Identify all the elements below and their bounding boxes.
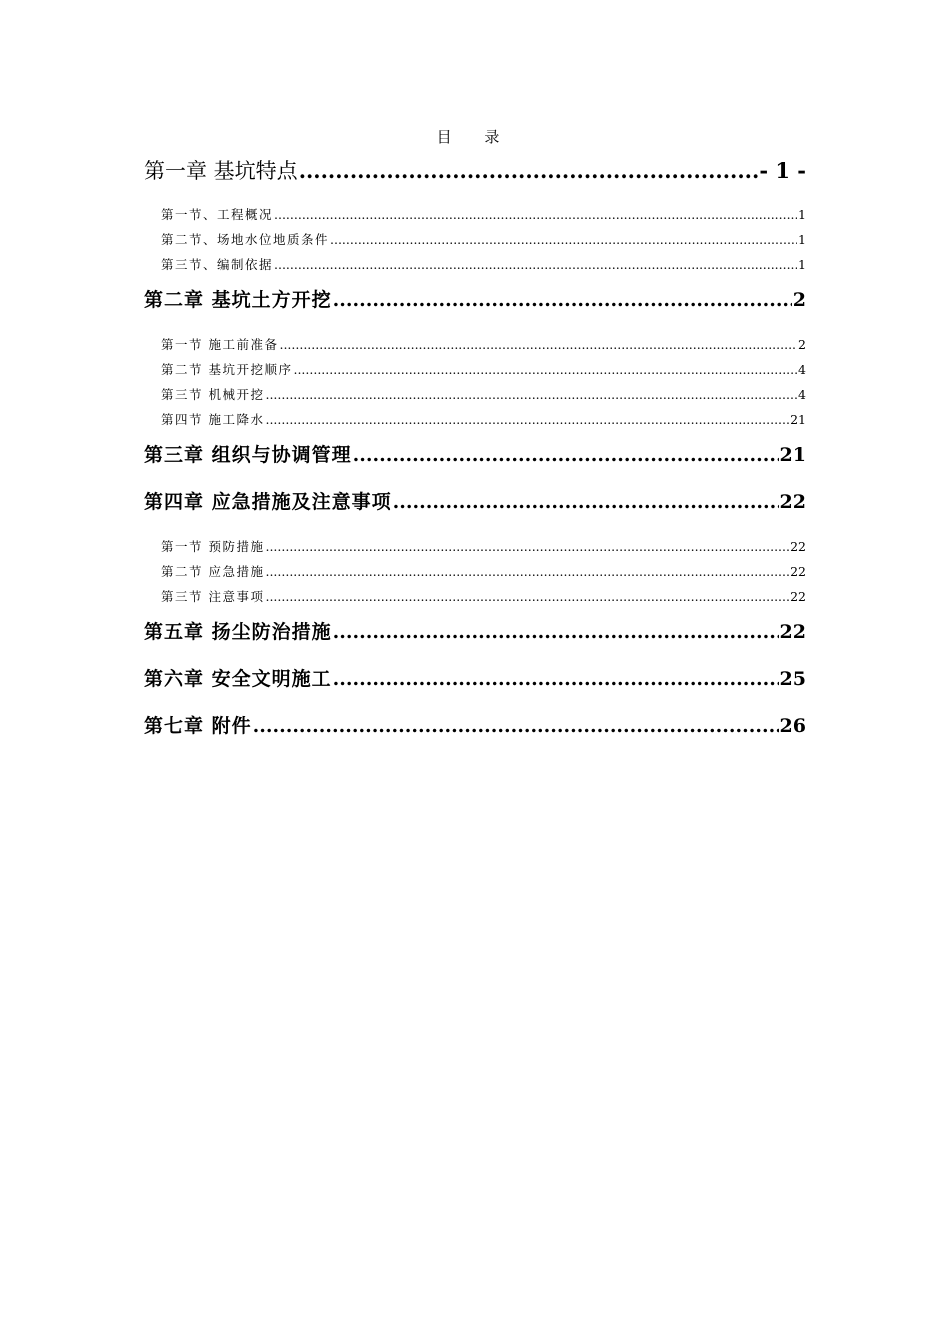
dot-leader bbox=[293, 357, 797, 382]
toc-section-1-1[interactable] bbox=[144, 202, 806, 227]
section-label: 第一节 预防措施 bbox=[161, 539, 265, 554]
section-label: 第二节 应急措施 bbox=[161, 564, 265, 579]
toc-section-1-2[interactable] bbox=[144, 227, 806, 252]
page-number: 1 bbox=[798, 257, 806, 272]
page-number: 2 bbox=[792, 289, 806, 311]
chapter-label: 第六章 安全文明施工 bbox=[144, 668, 332, 690]
dot-leader bbox=[333, 609, 779, 656]
dot-leader bbox=[393, 479, 779, 526]
dot-leader bbox=[330, 227, 797, 252]
page-number: 22 bbox=[790, 539, 806, 554]
chapter-label: 第二章 基坑土方开挖 bbox=[144, 289, 332, 311]
chapter-label: 第四章 应急措施及注意事项 bbox=[144, 491, 392, 513]
dot-leader bbox=[253, 703, 779, 750]
page-number: 1 bbox=[798, 207, 806, 222]
section-label: 第三节 注意事项 bbox=[161, 589, 265, 604]
page-number: 2 bbox=[798, 337, 806, 352]
dot-leader bbox=[274, 252, 797, 277]
toc-section-1-3[interactable] bbox=[144, 252, 806, 277]
section-label: 第二节、场地水位地质条件 bbox=[161, 232, 330, 247]
page-number: 22 bbox=[779, 621, 806, 643]
toc-section-2-1[interactable] bbox=[144, 332, 806, 357]
section-label: 第二节 基坑开挖顺序 bbox=[161, 362, 293, 377]
page-number: 26 bbox=[779, 715, 806, 737]
toc-chapter-4[interactable] bbox=[144, 479, 806, 526]
toc-title: 目 录 bbox=[436, 128, 514, 146]
section-label: 第四节 施工降水 bbox=[161, 412, 265, 427]
toc-chapter-6[interactable] bbox=[144, 656, 806, 703]
dot-leader bbox=[265, 534, 789, 559]
dot-leader bbox=[353, 432, 779, 479]
toc-section-2-4[interactable] bbox=[144, 407, 806, 432]
dot-leader bbox=[265, 559, 789, 584]
dot-leader bbox=[265, 382, 797, 407]
dot-leader bbox=[265, 407, 789, 432]
page-number: 4 bbox=[798, 387, 806, 402]
toc-chapter-2[interactable] bbox=[144, 277, 806, 324]
toc-section-4-1[interactable] bbox=[144, 534, 806, 559]
chapter-label: 第一章 基坑特点 bbox=[144, 159, 298, 183]
dot-leader bbox=[333, 656, 779, 703]
dot-leader bbox=[279, 332, 797, 357]
toc-chapter-7[interactable] bbox=[144, 703, 806, 750]
toc-section-4-3[interactable] bbox=[144, 584, 806, 609]
page-number: 22 bbox=[790, 564, 806, 579]
page-number: 25 bbox=[779, 668, 806, 690]
dot-leader bbox=[274, 202, 797, 227]
toc-section-2-2[interactable] bbox=[144, 357, 806, 382]
section-label: 第三节、编制依据 bbox=[161, 257, 274, 272]
toc-section-4-2[interactable] bbox=[144, 559, 806, 584]
toc-section-2-3[interactable] bbox=[144, 382, 806, 407]
page-number: 21 bbox=[779, 444, 806, 466]
section-label: 第一节、工程概况 bbox=[161, 207, 274, 222]
page-number: - 1 - bbox=[759, 158, 806, 183]
section-label: 第三节 机械开挖 bbox=[161, 387, 265, 402]
dot-leader bbox=[299, 150, 759, 192]
toc-chapter-5[interactable] bbox=[144, 609, 806, 656]
toc-chapter-3[interactable] bbox=[144, 432, 806, 479]
page-number: 21 bbox=[790, 412, 806, 427]
chapter-label: 第五章 扬尘防治措施 bbox=[144, 621, 332, 643]
table-of-contents bbox=[144, 150, 806, 750]
page-number: 22 bbox=[779, 491, 806, 513]
page-number: 22 bbox=[790, 589, 806, 604]
chapter-label: 第七章 附件 bbox=[144, 715, 252, 737]
toc-chapter-1[interactable] bbox=[144, 150, 806, 192]
chapter-label: 第三章 组织与协调管理 bbox=[144, 444, 352, 466]
page-number: 4 bbox=[798, 362, 806, 377]
page-number: 1 bbox=[798, 232, 806, 247]
section-label: 第一节 施工前准备 bbox=[161, 337, 279, 352]
dot-leader bbox=[333, 277, 792, 324]
dot-leader bbox=[265, 584, 789, 609]
